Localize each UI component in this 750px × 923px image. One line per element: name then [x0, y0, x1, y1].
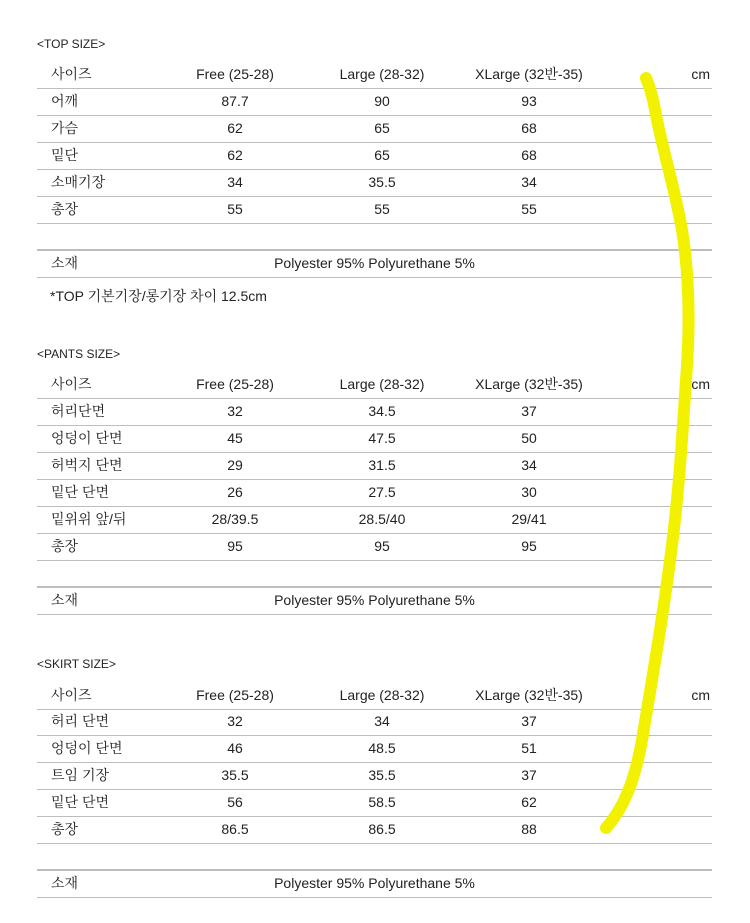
row-value: 87.7 [221, 93, 249, 109]
row-label: 밑단 단면 [51, 794, 109, 810]
material-value: Polyester 95% Polyurethane 5% [274, 592, 475, 608]
row-value: 32 [227, 403, 243, 419]
row-value: 95 [374, 538, 390, 554]
row-value: 35.5 [368, 174, 396, 190]
row-label: 소매기장 [51, 174, 106, 190]
row-label: 가슴 [51, 120, 79, 136]
table-row [37, 452, 712, 480]
row-value: 86.5 [221, 821, 249, 837]
row-value: 65 [374, 120, 390, 136]
table-row [37, 735, 712, 763]
material-value: Polyester 95% Polyurethane 5% [274, 255, 475, 271]
row-value: 34 [521, 457, 537, 473]
row-value: 90 [374, 93, 390, 109]
row-value: 68 [521, 120, 537, 136]
row-value: 56 [227, 794, 243, 810]
row-label: 허벅지 단면 [51, 457, 123, 473]
row-value: 58.5 [368, 794, 396, 810]
material-label: 소재 [51, 592, 79, 608]
row-value: 37 [521, 403, 537, 419]
row-value: 28.5/40 [358, 511, 406, 527]
row-value: 48.5 [368, 740, 396, 756]
table-row [37, 789, 712, 817]
row-value: 30 [521, 484, 537, 500]
row-value: 65 [374, 147, 390, 163]
row-label: 밑단 단면 [51, 484, 109, 500]
row-label: 밑위위 앞/뒤 [51, 511, 127, 527]
table-row [37, 88, 712, 116]
row-value: 46 [227, 740, 243, 756]
row-label: 어깨 [51, 93, 79, 109]
row-value: 86.5 [368, 821, 396, 837]
skirt-material-row [37, 869, 712, 898]
header-label: 사이즈 [51, 66, 92, 82]
header-unit: cm [691, 66, 710, 82]
pants-size-title: <PANTS SIZE> [37, 347, 121, 361]
skirt-header-row [37, 682, 712, 710]
table-row-empty [37, 560, 712, 588]
table-row-empty [37, 843, 712, 871]
table-row [37, 196, 712, 224]
row-value: 37 [521, 713, 537, 729]
top-length-note: *TOP 기본기장/롱기장 차이 12.5cm [50, 288, 267, 304]
row-value: 34.5 [368, 403, 396, 419]
row-value: 55 [374, 201, 390, 217]
row-label: 총장 [51, 538, 79, 554]
row-value: 35.5 [368, 767, 396, 783]
row-value: 45 [227, 430, 243, 446]
material-value: Polyester 95% Polyurethane 5% [274, 875, 475, 891]
row-value: 93 [521, 93, 537, 109]
row-label: 허리단면 [51, 403, 106, 419]
header-col-large: Large (28-32) [339, 687, 425, 703]
row-value: 95 [227, 538, 243, 554]
pants-header-row [37, 371, 712, 399]
row-value: 62 [521, 794, 537, 810]
row-label: 엉덩이 단면 [51, 740, 123, 756]
header-unit: cm [691, 687, 710, 703]
header-col-free: Free (25-28) [196, 66, 274, 82]
row-value: 51 [521, 740, 537, 756]
row-value: 29/41 [511, 511, 547, 527]
row-value: 50 [521, 430, 537, 446]
row-value: 55 [227, 201, 243, 217]
top-material-row [37, 249, 712, 278]
table-row [37, 533, 712, 561]
table-row [37, 479, 712, 507]
row-value: 31.5 [368, 457, 396, 473]
header-unit: cm [691, 376, 710, 392]
row-value: 95 [521, 538, 537, 554]
material-label: 소재 [51, 875, 79, 891]
row-value: 62 [227, 147, 243, 163]
row-label: 밑단 [51, 147, 79, 163]
table-row-empty [37, 223, 712, 251]
row-value: 62 [227, 120, 243, 136]
header-label: 사이즈 [51, 376, 92, 392]
top-header-row [37, 61, 712, 89]
header-col-free: Free (25-28) [196, 376, 274, 392]
row-value: 27.5 [368, 484, 396, 500]
row-value: 55 [521, 201, 537, 217]
row-value: 34 [374, 713, 390, 729]
row-label: 총장 [51, 821, 79, 837]
row-value: 28/39.5 [211, 511, 259, 527]
row-value: 32 [227, 713, 243, 729]
table-row [37, 115, 712, 143]
header-col-large: Large (28-32) [339, 376, 425, 392]
table-row [37, 425, 712, 453]
row-label: 총장 [51, 201, 79, 217]
row-label: 엉덩이 단면 [51, 430, 123, 446]
row-value: 88 [521, 821, 537, 837]
table-row [37, 142, 712, 170]
row-value: 68 [521, 147, 537, 163]
row-value: 34 [227, 174, 243, 190]
header-col-xlarge: XLarge (32반-35) [475, 687, 583, 703]
row-value: 29 [227, 457, 243, 473]
table-row [37, 398, 712, 426]
row-label: 트임 기장 [51, 767, 109, 783]
row-value: 34 [521, 174, 537, 190]
row-value: 47.5 [368, 430, 396, 446]
header-col-xlarge: XLarge (32반-35) [475, 66, 583, 82]
pants-material-row [37, 586, 712, 615]
table-row [37, 762, 712, 790]
top-size-title: <TOP SIZE> [37, 37, 106, 51]
row-value: 26 [227, 484, 243, 500]
table-row [37, 816, 712, 844]
table-row [37, 169, 712, 197]
header-col-large: Large (28-32) [339, 66, 425, 82]
header-label: 사이즈 [51, 687, 92, 703]
row-label: 허리 단면 [51, 713, 109, 729]
table-row [37, 708, 712, 736]
table-row [37, 506, 712, 534]
header-col-free: Free (25-28) [196, 687, 274, 703]
skirt-size-title: <SKIRT SIZE> [37, 657, 116, 671]
row-value: 35.5 [221, 767, 249, 783]
row-value: 37 [521, 767, 537, 783]
material-label: 소재 [51, 255, 79, 271]
header-col-xlarge: XLarge (32반-35) [475, 376, 583, 392]
